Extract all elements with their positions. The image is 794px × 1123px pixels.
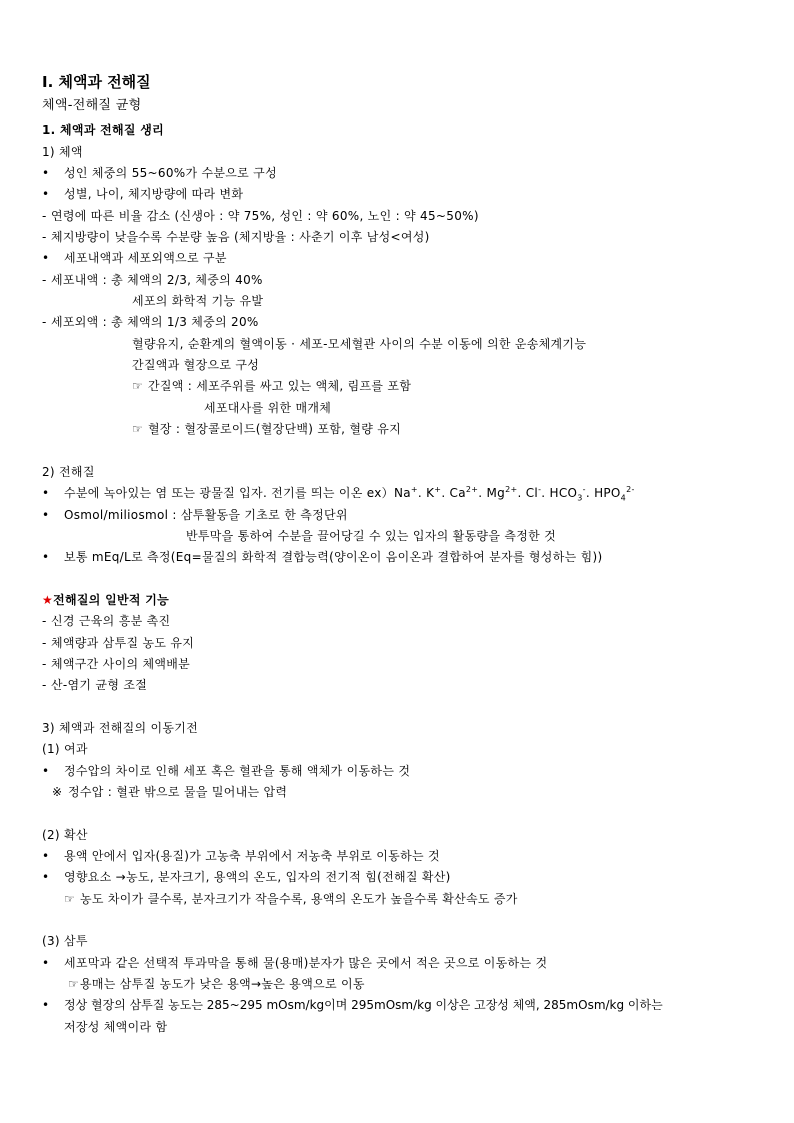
pointing-hand-icon: ☞	[132, 379, 144, 393]
note-item: ※ 정수압 : 혈관 밖으로 물을 밀어내는 압력	[52, 785, 288, 799]
note-item: ☞ 혈장 : 혈장콜로이드(혈장단백) 포함, 혈량 유지	[132, 422, 402, 436]
pointing-hand-icon: ☞	[64, 892, 76, 906]
bullet: •	[42, 187, 50, 201]
list-item: - 체액구간 사이의 체액배분	[42, 657, 191, 671]
subsection-electrolytes: 2) 전해질	[42, 465, 95, 479]
list-item: - 산-염기 균형 조절	[42, 678, 148, 692]
dash: -	[42, 614, 47, 628]
list-item-continuation: 세포의 화학적 기능 유발	[132, 294, 264, 308]
dash: -	[42, 230, 47, 244]
bullet: •	[42, 166, 50, 180]
dash: -	[42, 678, 47, 692]
bullet: •	[42, 251, 50, 265]
bullet: •	[42, 486, 50, 500]
list-item: • 용액 안에서 입자(용질)가 고농축 부위에서 저농축 부위로 이동하는 것	[42, 849, 440, 863]
note-item: ☞ 간질액 : 세포주위를 싸고 있는 액체, 림프를 포함	[132, 379, 412, 393]
bullet: •	[42, 956, 50, 970]
list-item-continuation: 혈량유지, 순환계의 혈액이동 · 세포-모세혈관 사이의 수분 이동에 의한 운송체계기능	[132, 337, 587, 351]
dash: -	[42, 315, 47, 329]
subheading: 체액-전해질 균형	[42, 98, 142, 113]
list-item: - 신경 근육의 흥분 촉진	[42, 614, 171, 628]
bullet: •	[42, 508, 50, 522]
mechanism-osmosis: (3) 삼투	[42, 934, 88, 948]
pointing-hand-icon: ☞	[68, 977, 80, 991]
list-item: • 세포막과 같은 선택적 투과막을 통해 물(용매)분자가 많은 곳에서 적은 곳으로 이동하는 것	[42, 956, 548, 970]
functions-heading: ★전해질의 일반적 기능	[42, 593, 170, 607]
list-item-continuation: 저장성 체액이라 함	[64, 1020, 168, 1034]
list-item: • 세포내액과 세포외액으로 구분	[42, 251, 227, 265]
list-item-continuation: 간질액과 혈장으로 구성	[132, 358, 260, 372]
mechanism-diffusion: (2) 확산	[42, 828, 88, 842]
note-item: ☞용매는 삼투질 농도가 낮은 용액→높은 용액으로 이동	[68, 977, 365, 991]
list-item: • 보통 mEq/L로 측정(Eq=물질의 화학적 결합능력(양이온이 음이온과 결합하여 분자를 형성하는 힘))	[42, 550, 603, 564]
chapter-title: Ⅰ. 체액과 전해질	[42, 73, 151, 91]
list-item: - 세포외액 : 총 체액의 1/3 체중의 20%	[42, 315, 259, 329]
list-item: - 세포내액 : 총 체액의 2/3, 체중의 40%	[42, 273, 263, 287]
list-item: • 수분에 녹아있는 염 또는 광물질 입자. 전기를 띄는 이온 ex）Na+. K+. $Ca^{2+}$. $Mg^{2+}$. Cl-. $HCO_3^-$. $HPO_4^{2-}$	[42, 485, 635, 503]
note-continuation: 세포대사를 위한 매개체	[204, 401, 332, 415]
bullet: •	[42, 849, 50, 863]
dash: -	[42, 636, 47, 650]
list-item: - 체액량과 삼투질 농도 유지	[42, 636, 195, 650]
reference-mark-icon: ※	[52, 785, 63, 799]
list-item: • 정상 혈장의 삼투질 농도는 285~295 mOsm/kg이며 295mOsm/kg 이상은 고장성 체액, 285mOsm/kg 이하는	[42, 998, 663, 1012]
list-item-continuation: 반투막을 통하여 수분을 끌어당길 수 있는 입자의 활동량을 측정한 것	[186, 529, 557, 543]
mechanism-filtration: (1) 여과	[42, 742, 88, 756]
dash: -	[42, 273, 47, 287]
dash: -	[42, 657, 47, 671]
dash: -	[42, 209, 47, 223]
list-item: • 성별, 나이, 체지방량에 따라 변화	[42, 187, 244, 201]
list-item: • 성인 체중의 55~60%가 수분으로 구성	[42, 166, 277, 180]
star-icon: ★	[42, 593, 54, 607]
list-item: • Osmol/miliosmol : 삼투활동을 기초로 한 측정단위	[42, 508, 348, 522]
section-heading: 1. 체액과 전해질 생리	[42, 123, 165, 137]
note-item: ☞ 농도 차이가 클수록, 분자크기가 작을수록, 용액의 온도가 높을수록 확산속도 증가	[64, 892, 518, 906]
bullet: •	[42, 998, 50, 1012]
bullet: •	[42, 870, 50, 884]
list-item: • 영향요소 →농도, 분자크기, 용액의 온도, 입자의 전기적 힘(전해질 확산)	[42, 870, 451, 884]
list-item: - 체지방량이 낮을수록 수분량 높음 (체지방율 : 사춘기 이후 남성<여성)	[42, 230, 430, 244]
pointing-hand-icon: ☞	[132, 422, 144, 436]
list-item: • 정수압의 차이로 인해 세포 혹은 혈관을 통해 액체가 이동하는 것	[42, 764, 411, 778]
bullet: •	[42, 764, 50, 778]
list-item: - 연령에 따른 비율 감소 (신생아 : 약 75%, 성인 : 약 60%, 노인 : 약 45~50%)	[42, 209, 479, 223]
bullet: •	[42, 550, 50, 564]
subsection-fluid: 1) 체액	[42, 145, 83, 159]
subsection-transport: 3) 체액과 전해질의 이동기전	[42, 721, 199, 735]
